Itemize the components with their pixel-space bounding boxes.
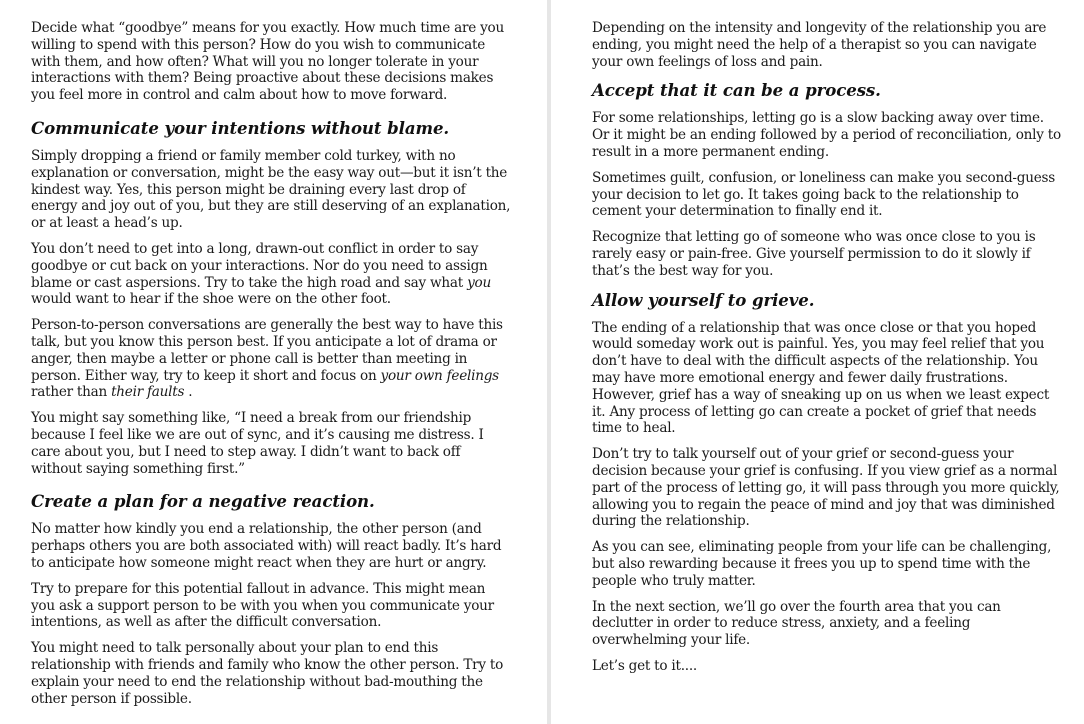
right-page bbox=[592, 20, 1064, 684]
text-segment: rather than bbox=[31, 384, 112, 401]
paragraph-slow-backing: For some relationships, letting go is a slow backing away over time. Or it might be an ending followed by a period of reconciliation, only to result in a more permanent ending. bbox=[592, 110, 1061, 160]
paragraph-person-to-person bbox=[31, 317, 511, 401]
paragraph-therapist: Depending on the intensity and longevity of the relationship you are ending, you might need the help of a therapist so you can navigate your own feelings of loss and pain. bbox=[592, 20, 1047, 70]
paragraph-grief-normal: Don’t try to talk yourself out of your grief or second-guess your decision because your grief is confusing. If you view grief as a normal part of the process of letting go, it will pass through you more quickly, allowing you to regain the peace of mind and joy that was diminished during the relationship. bbox=[592, 446, 1060, 530]
heading-accept-process: Accept that it can be a process. bbox=[592, 80, 881, 101]
paragraph-rarely-easy: Recognize that letting go of someone who was once close to you is rarely easy or pain-free. Give yourself permission to do it slowly if that’s the best way for you. bbox=[592, 229, 1036, 279]
text-segment: . bbox=[184, 384, 193, 401]
paragraph-cold-turkey: Simply dropping a friend or family member cold turkey, with no explanation or conversation, might be the easy way out—but it isn’t the kindest way. Yes, this person might be draining every last drop of energy and joy out of you, but they are still deserving of an explanation, or at least a head’s up. bbox=[31, 147, 511, 232]
emphasis-you: you bbox=[467, 274, 491, 291]
heading-communicate-intentions: Communicate your intentions without blame. bbox=[31, 117, 450, 138]
paragraph-example-quote: You might say something like, “I need a break from our friendship because I feel like we are out of sync, and it’s causing me distress. I care about you, but I need to step away. I didn’t want to back off without saying something first.” bbox=[31, 410, 484, 477]
paragraph-lets-get-to-it: Let’s get to it.... bbox=[592, 657, 697, 674]
heading-negative-reaction: Create a plan for a negative reaction. bbox=[31, 491, 375, 512]
paragraph-second-guess: Sometimes guilt, confusion, or loneliness can make you second-guess your decision to let go. It takes going back to the relationship to cement your determination to finally end it. bbox=[592, 169, 1055, 220]
paragraph-prepare-fallout: Try to prepare for this potential fallout in advance. This might mean you ask a support person to be with you when you communicate your intentions, as well as after the difficult conversation. bbox=[31, 580, 494, 631]
paragraph-decide-goodbye: Decide what “goodbye” means for you exactly. How much time are you willing to spend with this person? How do you wish to communicate with them, and how often? What will you no longer tolerate in your interactions with them? Being proactive about these decisions makes you feel more in control and calm about how to move forward. bbox=[31, 20, 504, 104]
page-divider bbox=[547, 0, 551, 724]
paragraph-high-road bbox=[31, 241, 511, 308]
emphasis-their-faults: their faults bbox=[111, 384, 185, 401]
paragraph-painful-ending: The ending of a relationship that was once close or that you hoped would someday work out is painful. Yes, you may feel relief that you don’t have to deal with the difficult aspects of the relationship. You may have more emotional energy and fewer daily frustrations. However, grief has a way of sneaking up on us when we least expect it. Any process of letting go can create a pocket of grief that needs time to heal. bbox=[592, 319, 1050, 437]
paragraph-next-section: In the next section, we’ll go over the fourth area that you can declutter in order to reduce stress, anxiety, and a feeling overwhelming your life. bbox=[592, 598, 1001, 649]
emphasis-own-feelings: your own feelings bbox=[380, 367, 499, 384]
heading-allow-grieve: Allow yourself to grieve. bbox=[592, 289, 815, 310]
paragraph-talk-personally: You might need to talk personally about your plan to end this relationship with friends and family who know the other person. Try to explain your need to end the relationship without bad-mouthing the other person if possible. bbox=[31, 640, 504, 707]
text-segment: You don’t need to get into a long, drawn-out conflict in order to say goodbye or cut back on your interactions. Nor do you need to assign blame or cast aspersions. Try to take the high road and say what bbox=[31, 240, 488, 291]
paragraph-react-badly: No matter how kindly you end a relationship, the other person (and perhaps others you are both associated with) will react badly. It’s hard to anticipate how someone might react when they are hurt or angry. bbox=[31, 521, 502, 571]
text-segment: Person-to-person conversations are generally the best way to have this talk, but you know this person best. If you anticipate a lot of drama or anger, then maybe a letter or phone call is better than meeting in person. Either way, try to keep it short and focus on bbox=[31, 317, 503, 384]
left-page bbox=[31, 20, 511, 716]
text-segment: would want to hear if the shoe were on the other foot. bbox=[31, 291, 391, 308]
paragraph-rewarding: As you can see, eliminating people from your life can be challenging, but also rewarding because it frees you up to spend time with the people who truly matter. bbox=[592, 539, 1052, 589]
